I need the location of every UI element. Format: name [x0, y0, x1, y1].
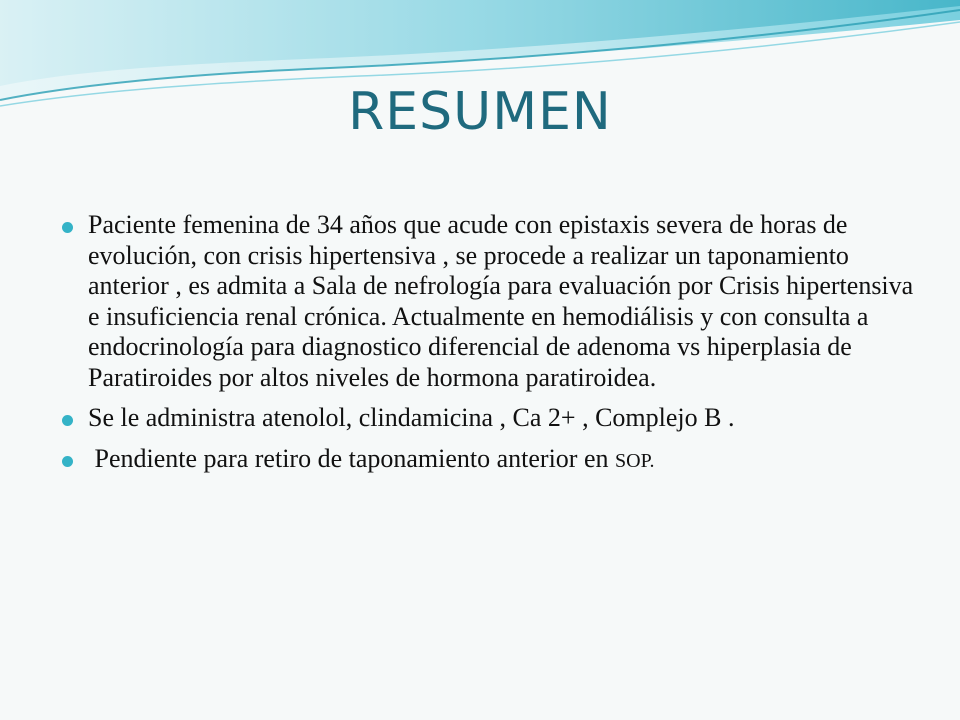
- bullet-dot-icon: [62, 222, 73, 233]
- bullet-item: [60, 403, 920, 434]
- bullet-text-end: SOP.: [615, 449, 655, 472]
- bullet-item: [60, 444, 920, 477]
- bullet-dot-icon: [62, 415, 73, 426]
- bullet-list: [60, 210, 920, 486]
- bullet-text: Pendiente para retiro de taponamiento anterior en: [88, 443, 616, 473]
- bullet-dot-icon: [62, 456, 73, 467]
- bullet-text: Se le administra atenolol, clindamicina , Ca 2+ , Complejo B .: [88, 403, 735, 432]
- bullet-text: Paciente femenina de 34 años que acude con epistaxis severa de horas de evolución, con crisis hipertensiva , se procede a realizar un taponamiento anterior , es admita a Sala de nefrología para evaluación por Crisis hipertensiva e insuficiencia renal crónica. Actualmente en hemodiálisis y con consulta a endocrinología para diagnostico diferencial de adenoma vs hiperplasia de Paratiroides por altos niveles de hormona paratiroidea.: [88, 210, 914, 392]
- slide-title: RESUMEN: [348, 82, 612, 142]
- bullet-item: [60, 210, 920, 393]
